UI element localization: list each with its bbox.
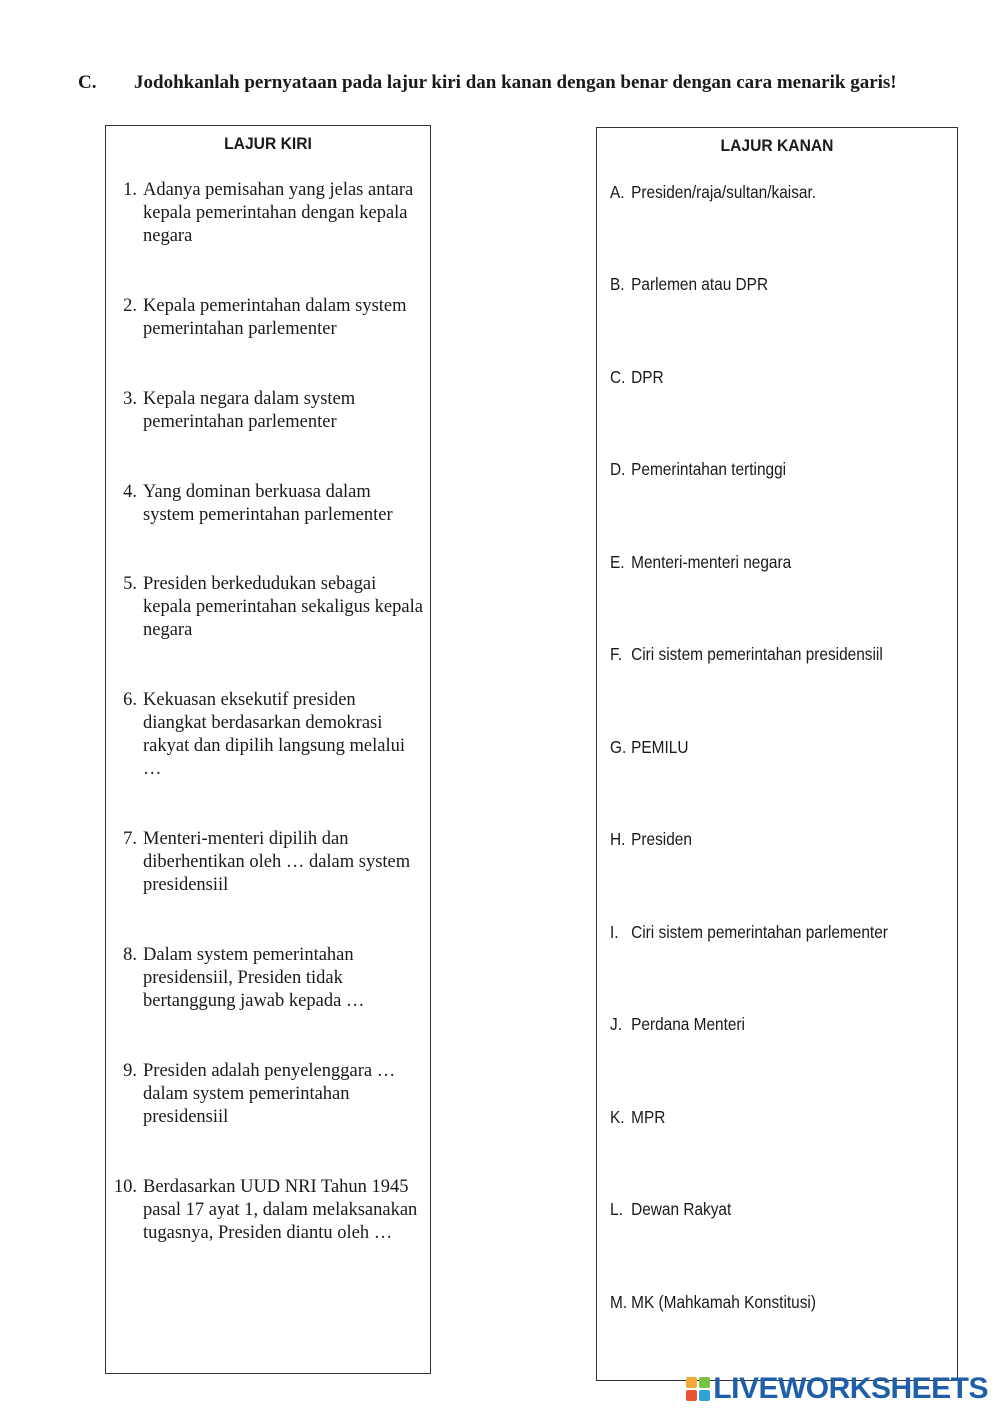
left-item-text: Kepala negara dalam system pemerintahan parlementer (143, 389, 356, 432)
left-item-number: 3. (123, 389, 137, 409)
left-item-text: Adanya pemisahan yang jelas antara kepala pemerintahan dengan kepala negara (143, 180, 414, 246)
right-item-text: DPR (631, 367, 664, 387)
right-item-text: PEMILU (631, 737, 689, 757)
right-item-letter: A. (610, 182, 625, 202)
right-item-h[interactable] (610, 829, 914, 850)
left-item-number: 1. (123, 180, 137, 200)
right-item-letter: G. (610, 737, 627, 757)
right-item-m[interactable] (610, 1292, 914, 1313)
right-item-text: Presiden (631, 829, 692, 849)
right-item-letter: H. (610, 829, 626, 849)
liveworksheets-logo (686, 1372, 988, 1406)
right-item-a[interactable] (610, 182, 914, 203)
right-item-f[interactable] (610, 644, 914, 665)
left-item-number: 2. (123, 296, 137, 316)
left-item-text: Kepala pemerintahan dalam system pemerintahan parlementer (143, 296, 407, 339)
right-item-text: Ciri sistem pemerintahan parlementer (631, 922, 888, 942)
right-item-text: Menteri-menteri negara (631, 552, 792, 572)
instruction-text: Jodohkanlah pernyataan pada lajur kiri dan kanan dengan benar dengan cara menarik garis! (134, 72, 897, 93)
right-item-text: Pemerintahan tertinggi (631, 459, 787, 479)
right-column-title: LAJUR KANAN (720, 136, 834, 155)
left-item-number: 4. (123, 482, 137, 502)
logo-text: LIVEWORKSHEETS (713, 1372, 988, 1405)
right-item-g[interactable] (610, 737, 914, 758)
right-column-box (596, 127, 958, 1381)
right-item-k[interactable] (610, 1107, 914, 1128)
right-item-letter: I. (610, 922, 619, 942)
right-item-letter: F. (610, 644, 622, 664)
logo-blocks-icon (686, 1377, 710, 1401)
right-item-i[interactable] (610, 922, 914, 943)
left-column-box (105, 125, 431, 1374)
section-letter: C. (78, 72, 97, 93)
right-item-text: Ciri sistem pemerintahan presidensiil (631, 644, 883, 664)
right-item-text: Parlemen atau DPR (631, 274, 769, 294)
right-item-letter: D. (610, 459, 626, 479)
right-item-letter: E. (610, 552, 625, 572)
left-item-text: Yang dominan berkuasa dalam system pemerintahan parlementer (143, 482, 393, 525)
right-item-j[interactable] (610, 1014, 914, 1035)
left-item-number: 7. (123, 829, 137, 849)
right-item-letter: L. (610, 1199, 623, 1219)
left-item-text: Presiden adalah penyelenggara … dalam system pemerintahan presidensiil (143, 1061, 396, 1127)
right-item-letter: K. (610, 1107, 625, 1127)
left-item-number: 9. (123, 1061, 137, 1081)
right-item-text: Perdana Menteri (631, 1014, 745, 1034)
right-item-l[interactable] (610, 1199, 914, 1220)
left-item-text: Berdasarkan UUD NRI Tahun 1945 pasal 17 ayat 1, dalam melaksanakan tugasnya, Presiden diantu oleh … (143, 1177, 418, 1243)
right-item-letter: C. (610, 367, 626, 387)
left-item-number: 5. (123, 574, 137, 594)
left-item-number: 8. (123, 945, 137, 965)
right-item-text: MPR (631, 1107, 666, 1127)
right-item-letter: J. (610, 1014, 622, 1034)
right-item-text: MK (Mahkamah Konstitusi) (631, 1292, 816, 1312)
right-item-c[interactable] (610, 367, 914, 388)
right-item-d[interactable] (610, 459, 914, 480)
left-item-text: Menteri-menteri dipilih dan diberhentikan oleh … dalam system presidensiil (143, 829, 411, 895)
left-item-number: 10. (113, 1177, 137, 1197)
left-item-text: Presiden berkedudukan sebagai kepala pemerintahan sekaligus kepala negara (143, 574, 423, 640)
left-item-text: Dalam system pemerintahan presidensiil, Presiden tidak bertanggung jawab kepada … (143, 945, 365, 1011)
instruction-heading (78, 72, 978, 94)
right-item-letter: B. (610, 274, 625, 294)
left-column-title: LAJUR KIRI (224, 134, 312, 153)
right-item-letter: M. (610, 1292, 628, 1312)
left-item-number: 6. (123, 690, 137, 710)
right-item-b[interactable] (610, 274, 914, 295)
right-item-text: Dewan Rakyat (631, 1199, 732, 1219)
right-item-e[interactable] (610, 552, 914, 573)
left-item-text: Kekuasan eksekutif presiden diangkat berdasarkan demokrasi rakyat dan dipilih langsung melalui … (143, 690, 406, 779)
right-item-text: Presiden/raja/sultan/kaisar. (631, 182, 817, 202)
